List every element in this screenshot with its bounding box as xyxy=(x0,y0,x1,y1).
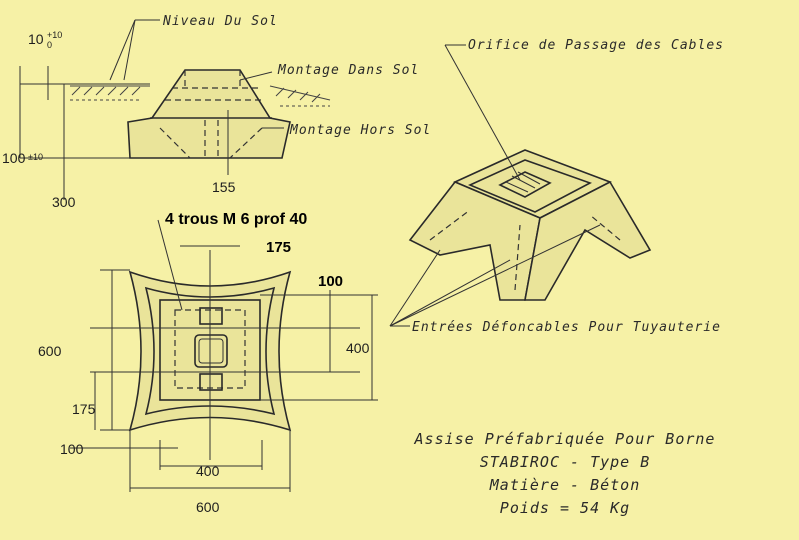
dim-400-right: 400 xyxy=(346,340,370,356)
dim-height: 300 xyxy=(52,194,76,210)
isometric-view xyxy=(390,38,724,335)
caption-line-2: STABIROC - Type B xyxy=(479,453,651,471)
dim-tolerance-top: 10 xyxy=(28,31,44,47)
dim-width-top: 155 xyxy=(212,179,236,195)
dim-tolerance-sup: +10 xyxy=(47,30,63,40)
caption-line-1: Assise Préfabriquée Pour Borne xyxy=(414,430,716,448)
dim-175-left: 175 xyxy=(72,401,96,417)
dim-175-top: 175 xyxy=(266,239,292,256)
dim-depth-tol: ±10 xyxy=(28,152,43,162)
dim-400-bottom: 400 xyxy=(196,463,220,479)
caption-line-3: Matière - Béton xyxy=(489,476,641,494)
caption-line-4: Poids = 54 Kg xyxy=(499,499,631,517)
label-buried-mount: Montage Dans Sol xyxy=(278,63,420,78)
dim-100-left: 100 xyxy=(60,441,84,457)
label-cable-orifice: Orifice de Passage des Cables xyxy=(468,38,724,53)
dim-depth: 100 xyxy=(2,150,26,166)
dim-tolerance-sub: 0 xyxy=(47,40,53,50)
dim-600-left: 600 xyxy=(38,343,62,359)
label-holes: 4 trous M 6 prof 40 xyxy=(165,211,308,228)
plan-view xyxy=(38,211,378,515)
caption-block xyxy=(414,430,716,517)
elevation-view xyxy=(2,14,431,210)
label-ground-level: Niveau Du Sol xyxy=(163,14,278,29)
dim-100-top: 100 xyxy=(318,273,344,290)
label-above-mount: Montage Hors Sol xyxy=(290,123,432,138)
block-elevation-outline xyxy=(128,70,290,158)
label-knockout-entries: Entrées Défoncables Pour Tuyauterie xyxy=(412,320,721,335)
dim-600-bottom: 600 xyxy=(196,499,220,515)
